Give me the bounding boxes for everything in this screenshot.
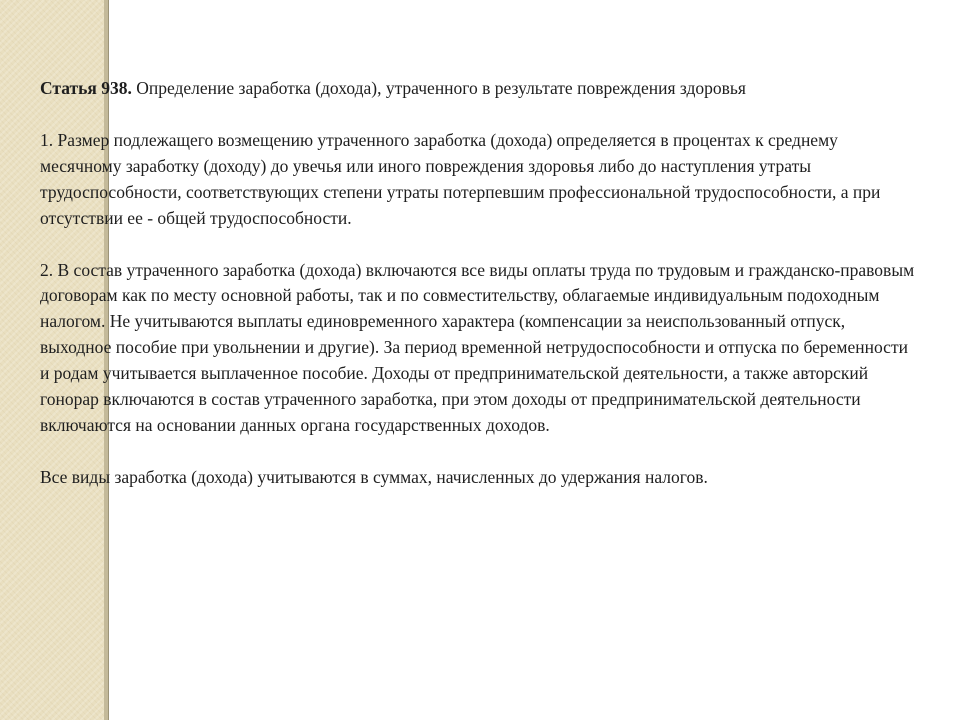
article-heading — [40, 76, 920, 102]
article-title: Определение заработка (дохода), утраченного в результате повреждения здоровья — [136, 78, 746, 98]
paragraph-3: Все виды заработка (дохода) учитываются в суммах, начисленных до удержания налогов. — [40, 466, 708, 487]
paragraph-1: 1. Размер подлежащего возмещению утраченного заработка (дохода) определяется в процентах к среднему месячному заработку (доходу) до увечья или иного повреждения здоровья либо до наступления утраты трудоспособности, соответствующих степени утраты потерпевшим профессиональной трудоспособности, а при отсутствии ее - общей трудоспособности. — [40, 129, 881, 228]
article-text-block — [40, 76, 920, 517]
article-number: Статья 938. — [40, 78, 132, 98]
paragraph-2: 2. В состав утраченного заработка (дохода) включаются все виды оплаты труда по трудовым и гражданско-правовым договорам как по месту основной работы, так и по совместительству, облагаемые индивидуальным подоходным налогом. Не учитываются выплаты единовременного характера (компенсации за неиспользованный отпуск, выходное пособие при увольнении и другие). За период временной нетрудоспособности и отпуска по беременности и родам учитывается выплаченное пособие. Доходы от предпринимательской деятельности, а также авторский гонорар включаются в состав утраченного заработка, при этом доходы от предпринимательской деятельности включаются на основании данных органа государственных доходов. — [40, 259, 915, 435]
